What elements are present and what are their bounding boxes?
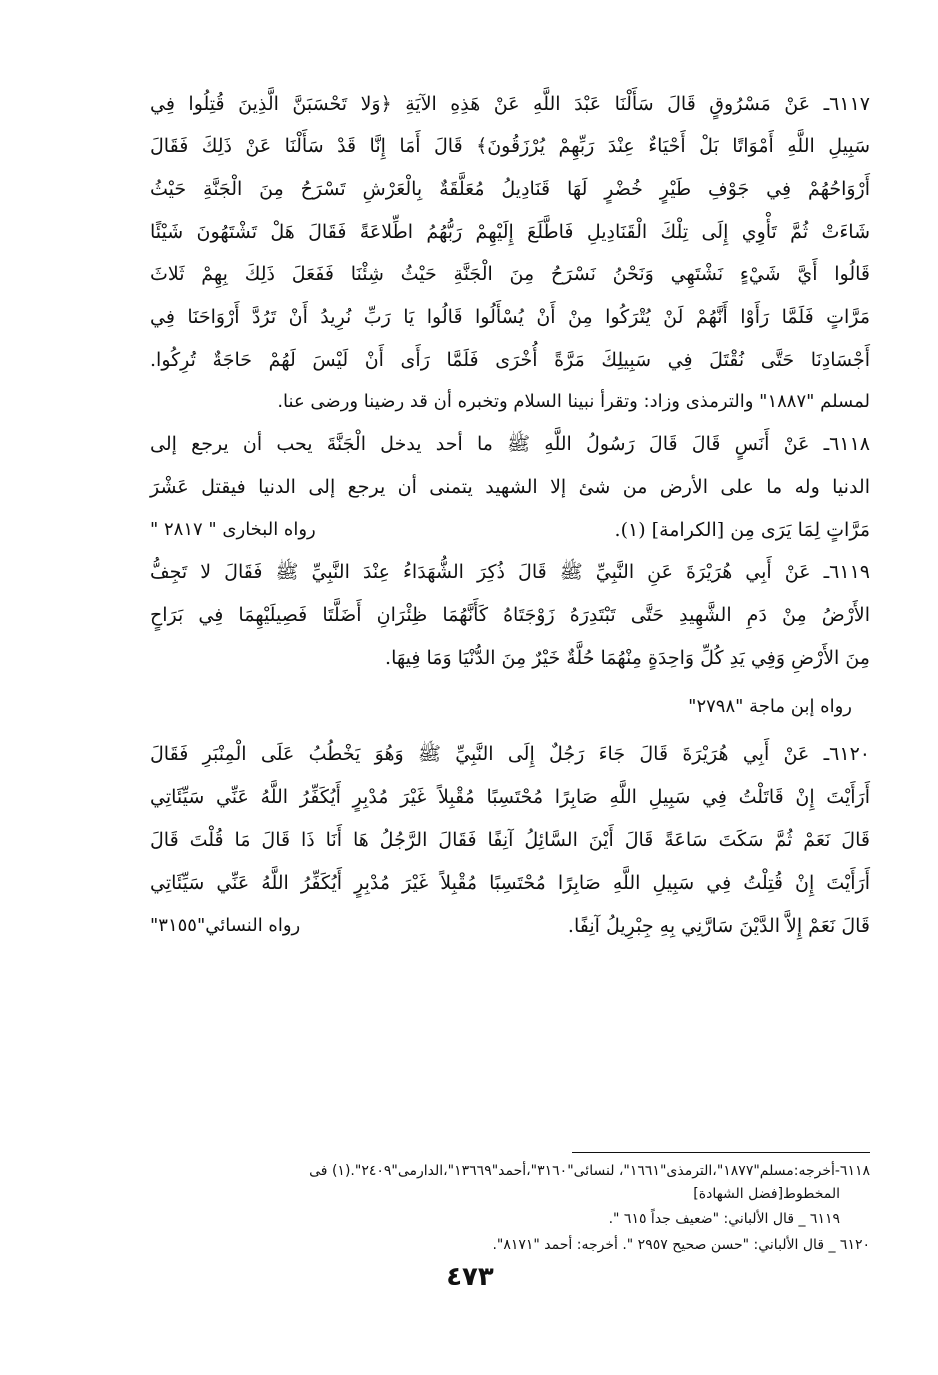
hadith-6120-final-line [150, 906, 870, 946]
hadith-6118-line-2: الدنيا وله ما على الأرض من شئ إلا الشهيد يتمنى أن يرجع إلى الدنيا فيقتل عَشْرَ [150, 476, 870, 498]
hadith-6119-line-2: الأَرْضُ مِنْ دَمِ الشَّهِيدِ حَتَّى تَبْتَدِرَهُ زَوْجَتَاهُ كَأَنَّهُمَا ظِئْرَانِ أَضَلَّتَا فَصِيلَيْهِمَا فِي بَرَاحٍ [150, 604, 870, 626]
page-number: ٤٧٣ [446, 1262, 494, 1292]
hadith-6118-riwayah: رواه البخارى " ٢٨١٧ " [150, 519, 316, 540]
hadith-6117-riwayah: لمسلم "١٨٨٧" والترمذى وزاد: وتقرأ نبينا السلام وتخبره أن قد رضينا ورضى عنا. [277, 391, 870, 412]
hadith-6117-line-1: ٦١١٧ـ عَنْ مَسْرُوقٍ قَالَ سَأَلْنَا عَبْدَ اللَّهِ عَنْ هَذِهِ الآيَةِ ﴿وَلا تَحْسَبَنَّ الَّذِينَ قُتِلُوا فِي [150, 93, 870, 115]
hadith-6120-line-1: ٦١٢٠ـ عَنْ أَبِي هُرَيْرَةَ قَالَ جَاءَ رَجُلٌ إِلَى النَّبِيِّ ﷺ وَهُوَ يَخْطُبُ عَلَى الْمِنْبَرِ فَقَالَ [150, 743, 870, 765]
hadith-6119-line-1: ٦١١٩ـ عَنْ أَبِي هُرَيْرَةَ عَنِ النَّبِيِّ ﷺ قَالَ ذُكِرَ الشُّهَدَاءُ عِنْدَ النَّبِيِّ ﷺ فَقَالَ لا تَجِفُّ [150, 561, 870, 583]
hadith-6117-line-4: شَاءَتْ ثُمَّ تَأْوِي إِلَى تِلْكَ الْقَنَادِيلِ فَاطَّلَعَ إِلَيْهِمْ رَبُّهُمُ اطِّلاعَةً فَقَالَ هَلْ تَشْتَهُونَ شَيْئًا [150, 221, 870, 243]
hadith-6117-line-3: أَرْوَاحُهُمْ فِي جَوْفِ طَيْرٍ خُضْرٍ لَهَا قَنَادِيلُ مُعَلَّقَةٌ بِالْعَرْشِ تَسْرَحُ مِنَ الْجَنَّةِ حَيْثُ [150, 178, 870, 200]
hadith-6118-final-line [150, 510, 870, 550]
footnote-6120: ٦١٢٠ _ قال الألباني: "حسن صحيح ٢٩٥٧ ". أخرجه: أحمد "٨١٧١". [492, 1237, 870, 1253]
hadith-6118-line-3: مَرَّاتٍ لِمَا يَرَى مِن [الكرامة] (١). [614, 519, 870, 541]
footnote-6118-line-1: ٦١١٨-أخرجه:مسلم"١٨٧٧"،الترمذى"١٦٦١"، لنسائى"٣١٦٠"،أحمد"١٣٦٦٩"،الدارمى"٢٤٠٩".(١) فى [309, 1163, 870, 1179]
hadith-6118-line-1: ٦١١٨ـ عَنْ أَنَسٍ قَالَ قَالَ رَسُولُ اللَّهِ ﷺ ما أحد يدخل الْجَنَّةَ يحب أن يرجع إلى [150, 433, 870, 455]
hadith-6120-riwayah: رواه النسائي"٣١٥٥" [150, 915, 301, 936]
hadith-6119-line-3: مِنَ الأَرْضِ وَفِي يَدِ كُلِّ وَاحِدَةٍ مِنْهُمَا حُلَّةٌ خَيْرٌ مِنَ الدُّنْيَا وَمَا فِيهَا. [385, 647, 870, 669]
hadith-6117-line-7: أَجْسَادِنَا حَتَّى نُقْتَلَ فِي سَبِيلِكَ مَرَّةً أُخْرَى فَلَمَّا رَأَى أَنْ لَيْسَ لَهُمْ حَاجَةٌ تُرِكُوا. [150, 349, 870, 371]
hadith-6117-line-5: قَالُوا أَيَّ شَيْءٍ نَشْتَهِي وَنَحْنُ نَسْرَحُ مِنَ الْجَنَّةِ حَيْثُ شِئْنَا فَفَعَلَ ذَلِكَ بِهِمْ ثَلاثَ [150, 263, 870, 285]
hadith-6119-riwayah: رواه إبن ماجة "٢٧٩٨" [688, 696, 852, 717]
hadith-6120-line-2: أَرَأَيْتَ إِنْ قَاتَلْتُ فِي سَبِيلِ اللَّهِ صَابِرًا مُحْتَسِبًا مُقْبِلاً غَيْرَ مُدْبِرٍ أَيُكَفِّرُ اللَّهُ عَنِّي سَيِّئَاتِي [150, 786, 870, 808]
hadith-6117-line-2: سَبِيلِ اللَّهِ أَمْوَاتًا بَلْ أَحْيَاءٌ عِنْدَ رَبِّهِمْ يُرْزَقُونَ﴾ قَالَ أَمَا إِنَّا قَدْ سَأَلْنَا عَنْ ذَلِكَ فَقَالَ [150, 135, 870, 157]
hadith-6117-line-6: مَرَّاتٍ فَلَمَّا رَأَوْا أَنَّهُمْ لَنْ يُتْرَكُوا مِنْ أَنْ يُسْأَلُوا قَالُوا يَا رَبِّ نُرِيدُ أَنْ تَرُدَّ أَرْوَاحَنَا فِي [150, 306, 870, 328]
footnote-6118-line-2: المخطوط[فضل الشهادة] [693, 1186, 840, 1202]
footnote-6119: ٦١١٩ _ قال الألباني: "ضعيف جداً ٦١٥ ". [608, 1211, 840, 1227]
hadith-6120-line-3: قَالَ نَعَمْ ثُمَّ سَكَتَ سَاعَةً قَالَ أَيْنَ السَّائِلُ آنِفًا فَقَالَ الرَّجُلُ هَا أَنَا ذَا قَالَ مَا قُلْتَ قَالَ [150, 829, 870, 851]
hadith-6120-line-5: قَالَ نَعَمْ إِلاَّ الدَّيْنَ سَارَّنِي بِهِ جِبْرِيلُ آنِفًا. [567, 915, 870, 937]
footnote-separator [572, 1152, 870, 1153]
hadith-6120-line-4: أَرَأَيْتَ إِنْ قُتِلْتُ فِي سَبِيلِ اللَّهِ صَابِرًا مُحْتَسِبًا مُقْبِلاً غَيْرَ مُدْبِرٍ أَيُكَفِّرُ اللَّهُ عَنِّي سَيِّئَاتِي [150, 872, 870, 894]
